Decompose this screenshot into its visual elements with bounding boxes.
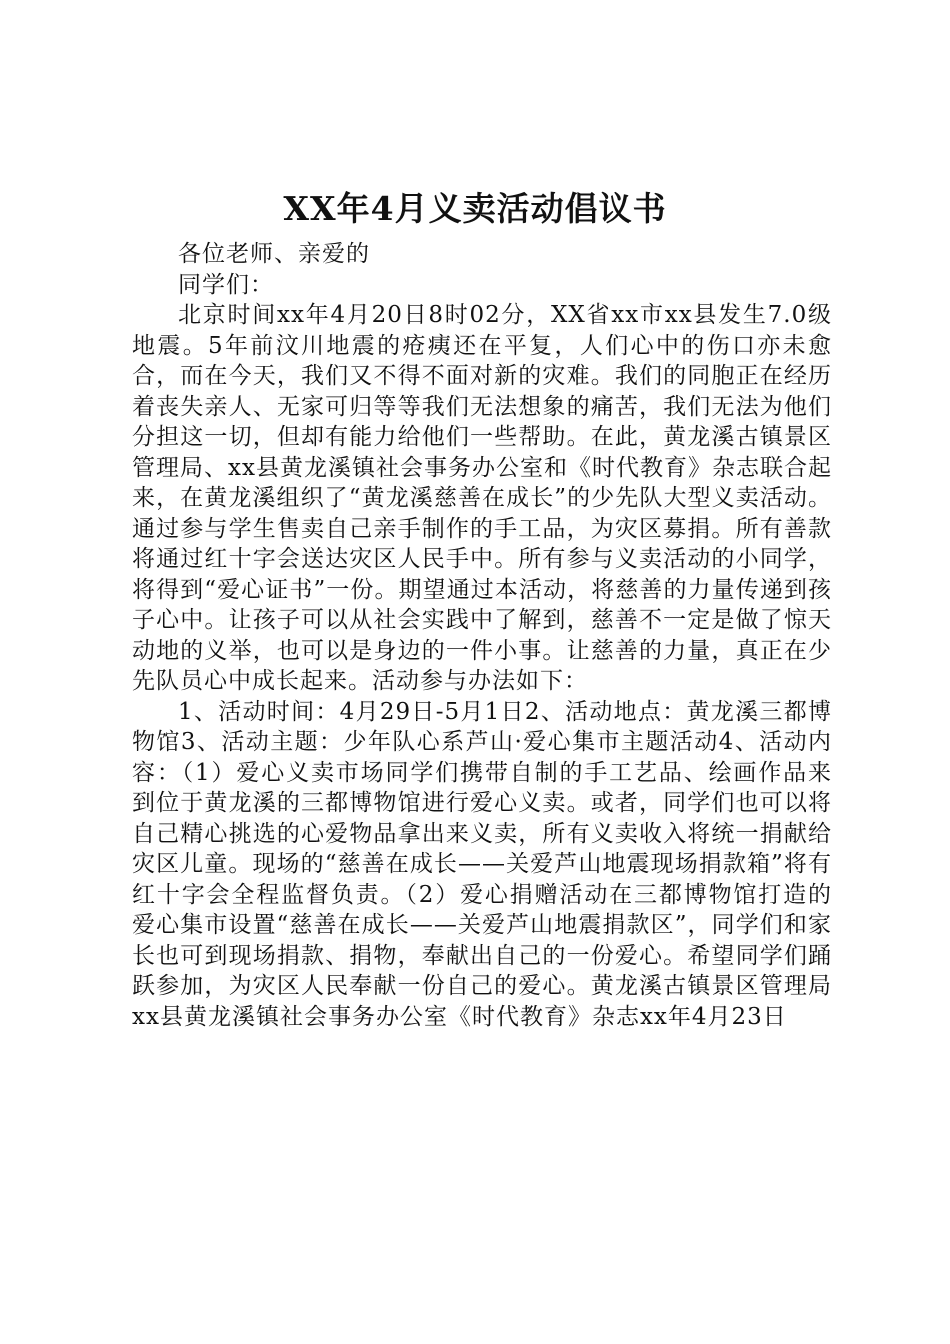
- paragraph-details: 1、活动时间：4月29日-5月1日2、活动地点：黄龙溪三都博物馆3、活动主题：少年队心系芦山·爱心集市主题活动4、活动内容：（1）爱心义卖市场同学们携带自制的手工艺品、绘画作品来到位于黄龙溪的三都博物馆进行爱心义卖。或者，同学们也可以将自己精心挑选的心爱物品拿出来义卖，所有义卖收入将统一捐献给灾区儿童。现场的“慈善在成长——关爱芦山地震现场捐款箱”将有红十字会全程监督负责。（2）爱心捐赠活动在三都博物馆打造的爱心集市设置“慈善在成长——关爱芦山地震捐款区”，同学们和家长也可到现场捐款、捐物，奉献出自己的一份爱心。希望同学们踊跃参加，为灾区人民奉献一份自己的爱心。黄龙溪古镇景区管理局xx县黄龙溪镇社会事务办公室《时代教育》杂志xx年4月23日: [132, 698, 832, 1030]
- salutation-line-2: 同学们：: [178, 271, 274, 298]
- paragraph-intro: 北京时间xx年4月20日8时02分，XX省xx市xx县发生7.0级地震。5年前汶川地震的疮痍还在平复，人们心中的伤口亦未愈合，而在今天，我们又不得不面对新的灾难。我们的同胞正在经历着丧失亲人、无家可归等等我们无法想象的痛苦，我们无法为他们分担这一切，但却有能力给他们一些帮助。在此，黄龙溪古镇景区管理局、xx县黄龙溪镇社会事务办公室和《时代教育》杂志联合起来，在黄龙溪组织了“黄龙溪慈善在成长”的少先队大型义卖活动。通过参与学生售卖自己亲手制作的手工品，为灾区募捐。所有善款将通过红十字会送达灾区人民手中。所有参与义卖活动的小同学，将得到“爱心证书”一份。期望通过本活动，将慈善的力量传递到孩子心中。让孩子可以从社会实践中了解到，慈善不一定是做了惊天动地的义举，也可以是身边的一件小事。让慈善的力量，真正在少先队员心中成长起来。活动参与办法如下：: [132, 302, 832, 694]
- document-title: XX年4月义卖活动倡议书: [283, 189, 667, 228]
- salutation-line-1: 各位老师、亲爱的: [178, 241, 370, 267]
- document-body: [132, 239, 832, 1032]
